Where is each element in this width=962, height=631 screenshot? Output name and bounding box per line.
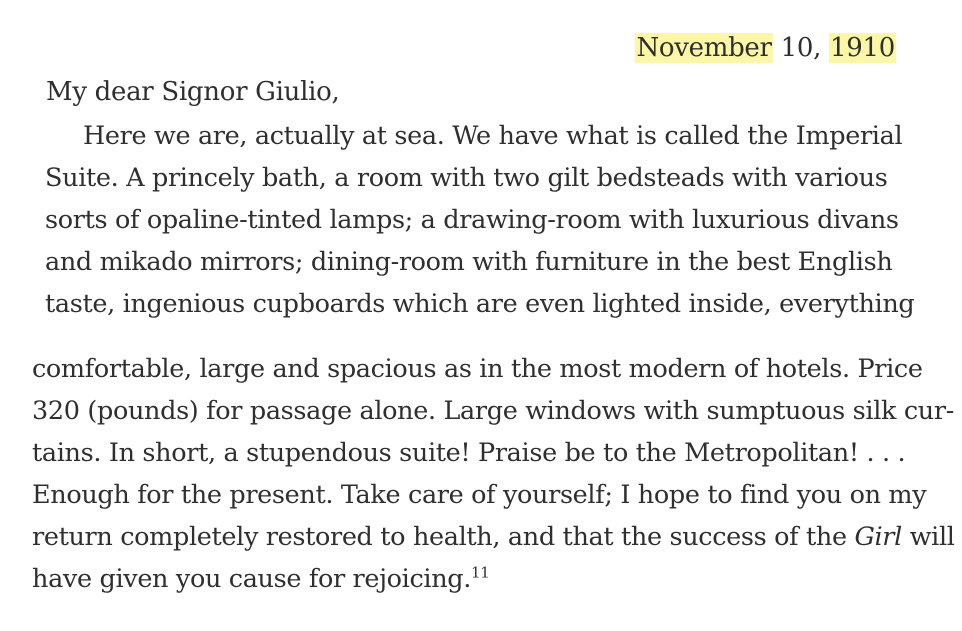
letter-date: [635, 30, 896, 66]
text-segment: will: [901, 522, 955, 552]
italic-title: Girl: [854, 522, 902, 552]
date-day: 10,: [780, 33, 822, 63]
highlighted-month[interactable]: November: [636, 33, 772, 63]
text-line: and mikado mirrors; dining-room with furniture in the best English: [45, 247, 893, 277]
text-line: comfortable, large and spacious as in the most modern of hotels. Price: [32, 354, 923, 384]
paragraph-block-1: [45, 115, 915, 325]
paragraph-block-2: [32, 348, 955, 600]
footnote-marker[interactable]: 11: [471, 563, 490, 582]
text-segment: return completely restored to health, and that the success of the: [32, 522, 855, 552]
text-line: 320 (pounds) for passage alone. Large windows with sumptuous silk cur-: [32, 396, 954, 426]
text-line: Suite. A princely bath, a room with two gilt bedsteads with various: [45, 163, 888, 193]
text-line: Enough for the present. Take care of yourself; I hope to find you on my: [32, 480, 927, 510]
highlighted-year[interactable]: 1910: [830, 33, 895, 63]
text-line: sorts of opaline-tinted lamps; a drawing-room with luxurious divans: [45, 205, 899, 235]
text-line-with-italic: [32, 516, 955, 558]
salutation: My dear Signor Giulio,: [46, 77, 340, 107]
text-segment: have given you cause for rejoicing.: [32, 564, 472, 594]
text-line: taste, ingenious cupboards which are even lighted inside, everything: [45, 289, 915, 319]
text-line-with-footnote: [32, 558, 912, 600]
text-line: tains. In short, a stupendous suite! Praise be to the Metropolitan! . . .: [32, 438, 906, 468]
text-line: Here we are, actually at sea. We have what is called the Imperial: [83, 121, 903, 151]
